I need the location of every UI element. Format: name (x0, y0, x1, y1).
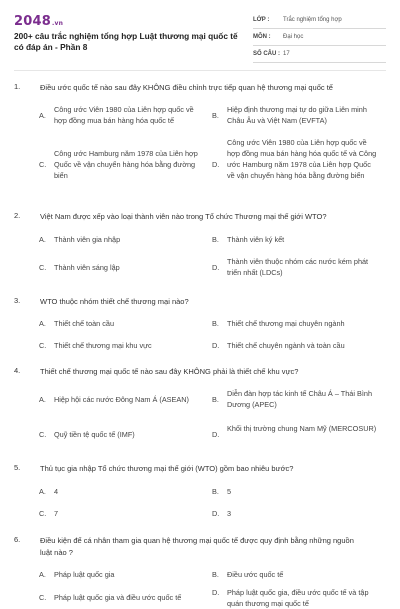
question-number: 2. (14, 211, 21, 220)
question-text: Điều kiện để cá nhân tham gia quan hệ thương mại quốc tế được quy định bằng những nguồn luật nào ? (40, 536, 354, 557)
question-number: 3. (14, 296, 21, 305)
question-text: Điều ước quốc tế nào sau đây KHÔNG điều chỉnh trực tiếp quan hệ thương mại quốc tế (40, 83, 333, 92)
document-meta (253, 14, 386, 65)
question-text: Thiết chế thương mại quốc tế nào sau đây KHÔNG phải là thiết chế khu vực? (40, 367, 299, 376)
header-divider (14, 70, 386, 71)
meta-subject-row: MÔN : Đại học (253, 31, 386, 46)
question-number: 6. (14, 535, 21, 544)
meta-class-row: LỚP : Trắc nghiệm tổng hợp (253, 14, 386, 29)
question-text: Việt Nam được xếp vào loại thành viên nào trong Tổ chức Thương mại thế giới WTO? (40, 212, 327, 221)
question-text: Thủ tục gia nhập Tổ chức thương mại thế giới (WTO) gồm bao nhiêu bước? (40, 464, 294, 473)
question-number: 4. (14, 366, 21, 375)
question-number: 5. (14, 463, 21, 472)
question-text: WTO thuộc nhóm thiết chế thương mại nào? (40, 297, 189, 306)
question-number: 1. (14, 82, 21, 91)
page-header (0, 0, 400, 70)
meta-count-row: SỐ CÂU : 17 (253, 48, 386, 63)
document-title: 200+ câu trắc nghiệm tổng hợp Luật thương mại quốc tế có đáp án - Phần 8 (14, 31, 238, 52)
site-logo[interactable]: 2048.vn (14, 14, 64, 29)
